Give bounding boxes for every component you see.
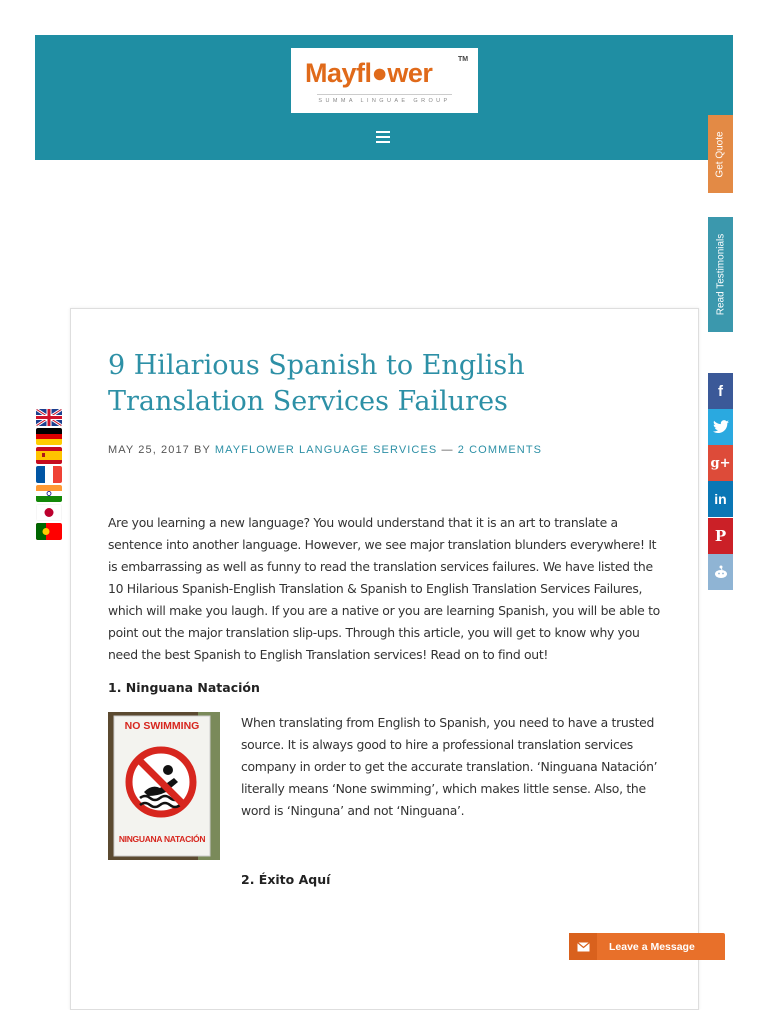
uk-flag-icon[interactable] <box>36 409 62 426</box>
meta-separator: — <box>437 444 458 456</box>
article-date: MAY 25, 2017 BY <box>108 444 215 456</box>
japan-flag-icon[interactable] <box>36 504 62 521</box>
leave-message-label: Leave a Message <box>609 940 695 953</box>
site-header <box>35 35 733 160</box>
germany-flag-icon[interactable] <box>36 428 62 445</box>
facebook-icon: f <box>718 382 723 400</box>
reddit-share-button[interactable] <box>708 554 733 590</box>
logo-subtitle: SUMMA LINGUAE GROUP <box>318 98 451 104</box>
linkedin-icon: in <box>714 491 727 507</box>
section-heading-1: 1. Ninguana Natación <box>108 680 260 695</box>
author-link[interactable]: MAYFLOWER LANGUAGE SERVICES <box>214 444 438 456</box>
linkedin-share-button[interactable] <box>708 481 733 517</box>
facebook-share-button[interactable] <box>708 373 733 409</box>
twitter-share-button[interactable] <box>708 409 733 445</box>
google-plus-share-button[interactable] <box>708 445 733 481</box>
twitter-icon <box>713 420 729 434</box>
mayflower-logo[interactable] <box>291 48 478 113</box>
language-flags <box>36 409 62 542</box>
section-heading-2: 2. Éxito Aquí <box>241 872 331 887</box>
comments-link[interactable]: 2 COMMENTS <box>457 444 543 456</box>
sign-top-text: NO SWIMMING <box>124 720 200 732</box>
logo-wordmark: Mayfl●wer <box>305 58 433 88</box>
get-quote-label: Get Quote <box>715 130 727 178</box>
read-testimonials-tab[interactable] <box>708 217 733 332</box>
pinterest-share-button[interactable] <box>708 518 733 554</box>
india-flag-icon[interactable] <box>36 485 62 502</box>
logo-divider <box>317 94 452 95</box>
portugal-flag-icon[interactable] <box>36 523 62 540</box>
article-intro: Are you learning a new language? You would understand that it is an art to translate a sentence into another language. However, we see major translation blunders everywhere! It is embarrassing as well as funny to read the translation services failures. We have listed the 10 Hilarious Spanish-English Translation & Spanish to English Translation Services Failures, which will make you laugh. If you are a native or you are learning Spanish, you will be able to point out the major translation slip-ups. Through this article, you will get to know why you need the best Spanish to English Translation services! Read on to find out! <box>108 515 660 662</box>
france-flag-icon[interactable] <box>36 466 62 483</box>
article-title: 9 Hilarious Spanish to English Translation Services Failures <box>108 350 525 417</box>
sign-bottom-text: NINGUANA NATACIÓN <box>118 834 206 844</box>
section-paragraph-1: When translating from English to Spanish, you need to have a trusted source. It is always good to hire a professional translation services company in order to get the accurate translation. ‘Ninguana Natación’ literally means ‘None swimming’, which makes little sense. Also, the word is ‘Ninguna’ and not ‘Ninguana’. <box>241 715 658 818</box>
google-plus-icon: g+ <box>710 455 731 471</box>
hamburger-menu-icon[interactable] <box>376 131 390 143</box>
logo-trademark: TM <box>458 56 469 63</box>
get-quote-tab[interactable] <box>708 115 733 193</box>
article-meta <box>108 444 542 456</box>
envelope-icon <box>569 933 597 960</box>
reddit-icon <box>713 564 729 580</box>
read-testimonials-label: Read Testimonials <box>715 233 726 316</box>
no-swimming-sign-image <box>108 712 220 860</box>
pinterest-icon: P <box>714 527 727 545</box>
leave-message-button[interactable] <box>569 933 725 960</box>
spain-flag-icon[interactable] <box>36 447 62 464</box>
